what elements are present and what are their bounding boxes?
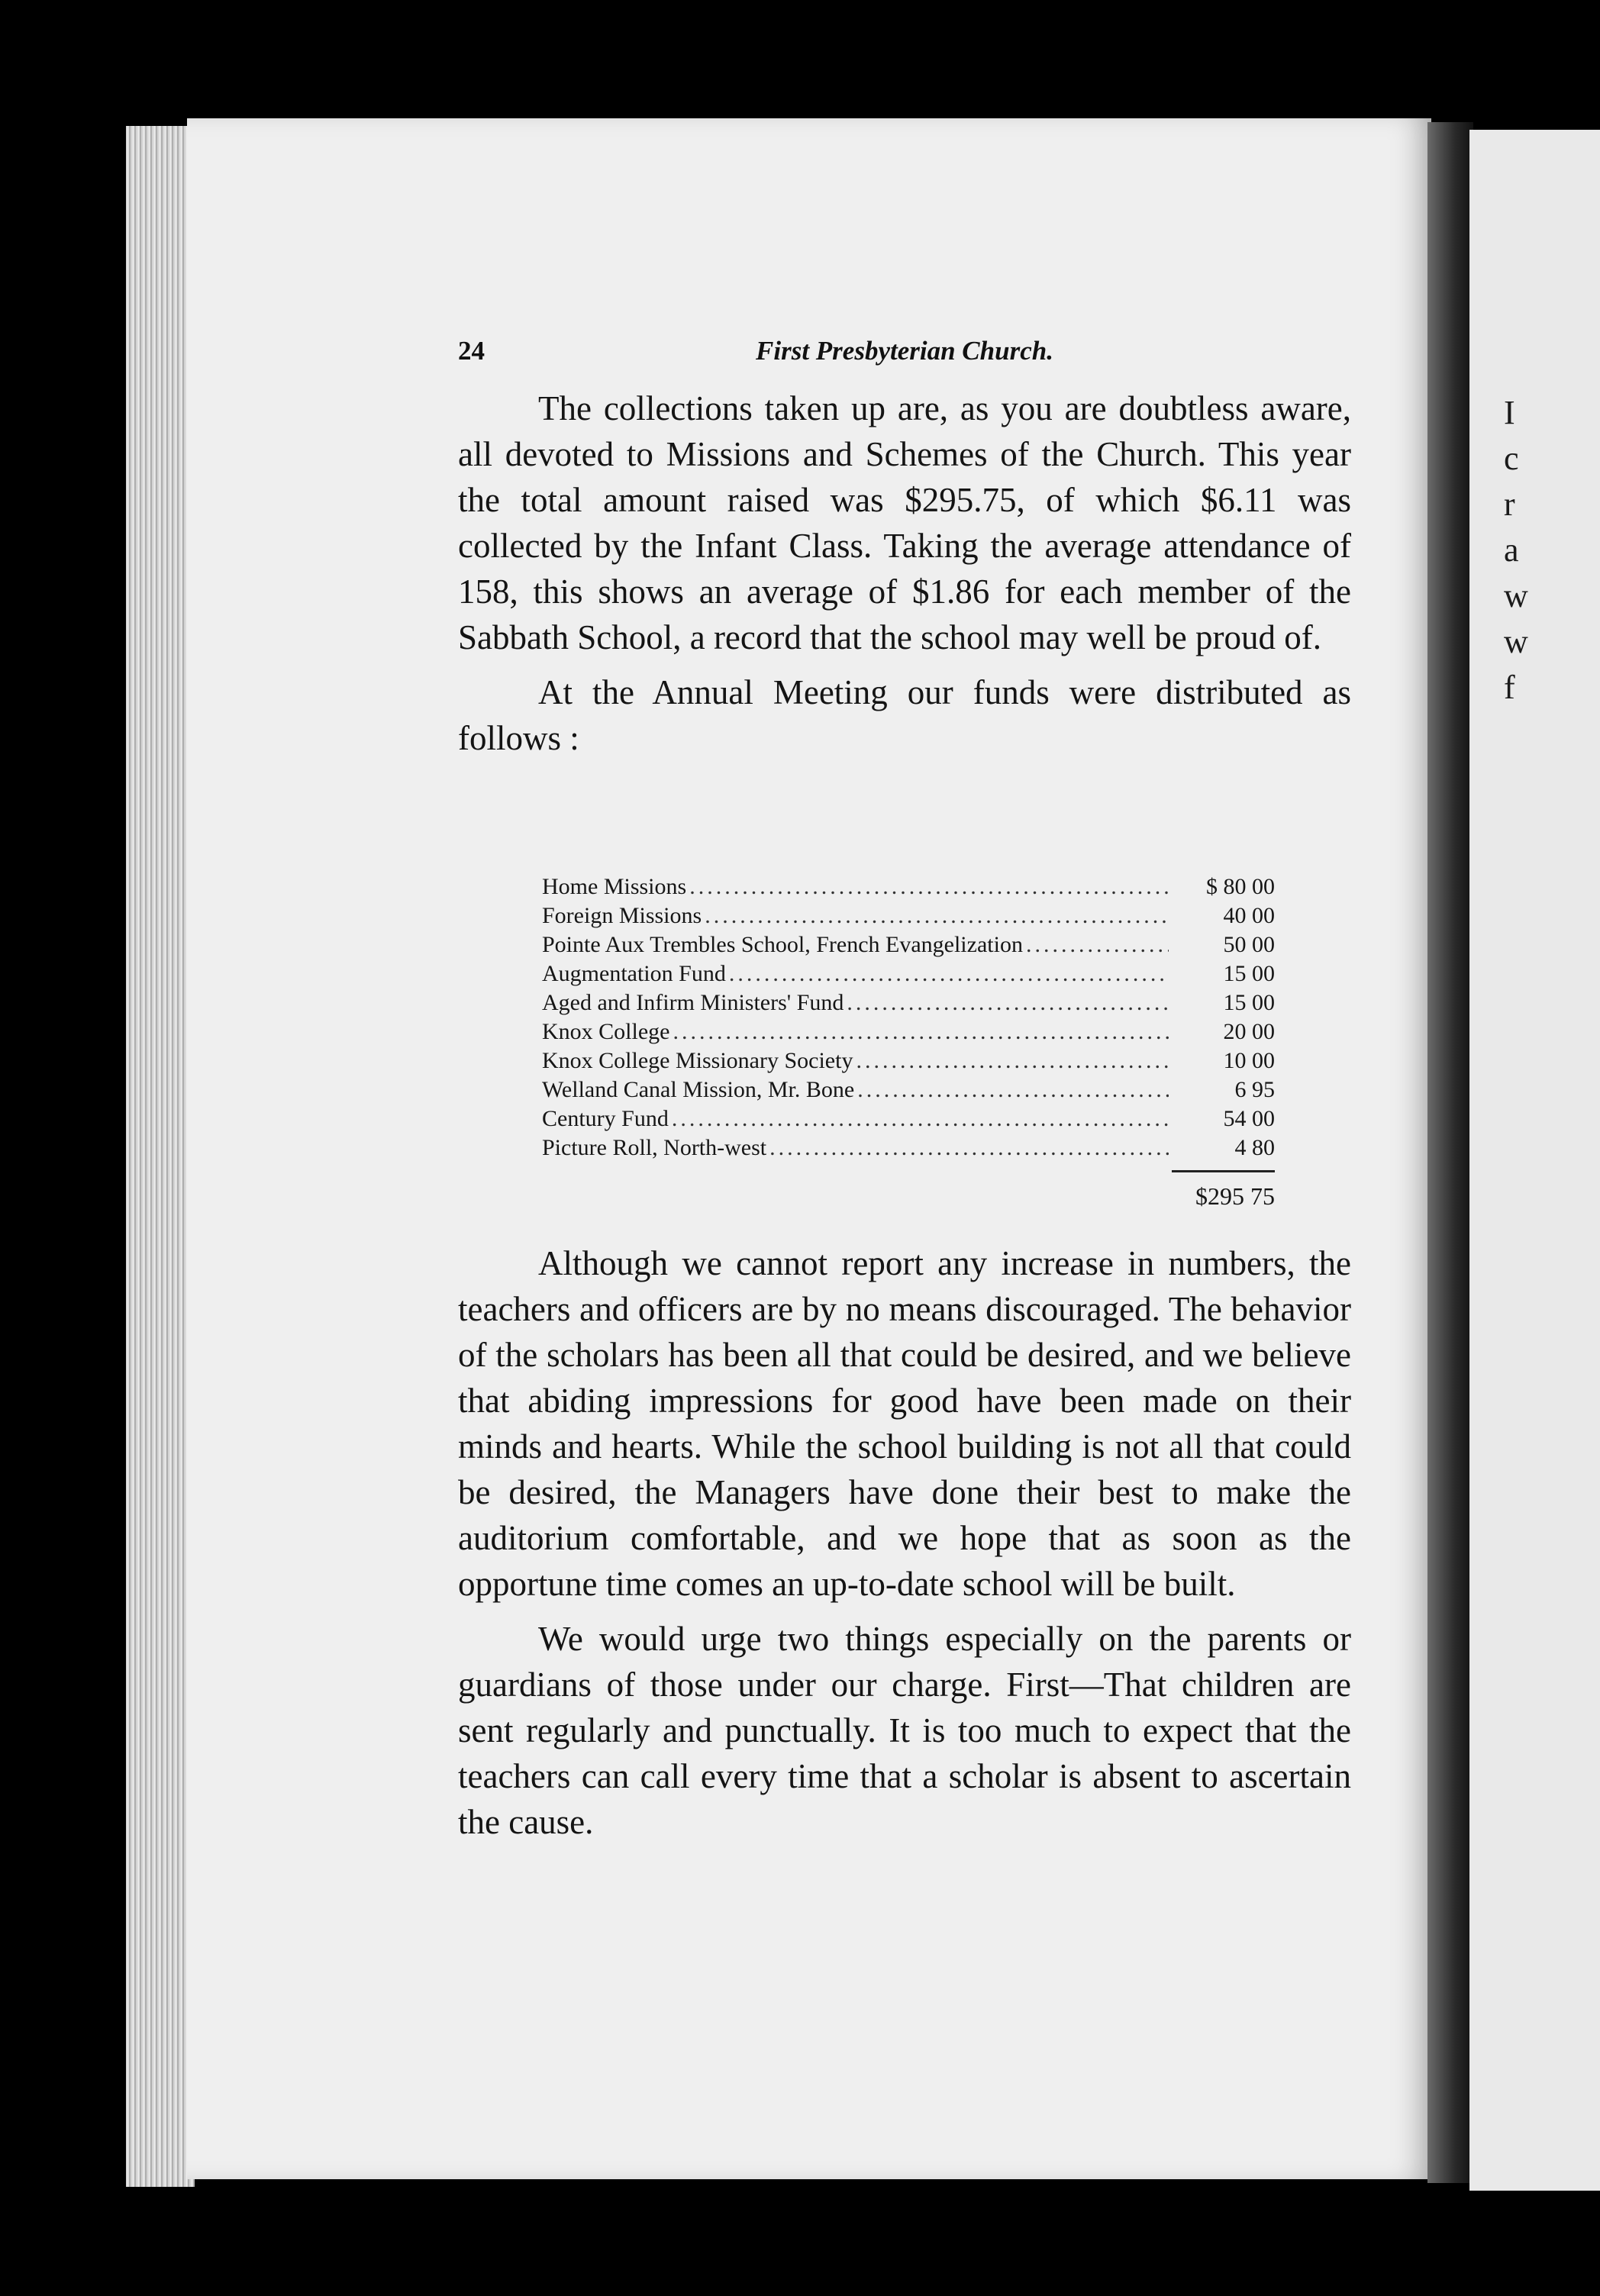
fund-row [542, 1133, 1275, 1163]
next-page-edge [1469, 130, 1600, 2191]
paragraph-annual-meeting: At the Annual Meeting our funds were distributed as follows : [458, 673, 1351, 757]
next-page-fragment: w [1504, 623, 1528, 660]
leader-dots [689, 872, 1169, 901]
next-page-fragment: w [1504, 577, 1528, 614]
fund-name: Aged and Infirm Ministers' Fund [542, 990, 844, 1015]
paragraph-increase: Although we cannot report any increase in numbers, the teachers and officers are by no means discouraged. The behavior of the scholars has been all that could be desired, and we believe that abiding impressions for good have been made on their minds and hearts. While the school building is not all that could be desired, the Managers have done their best to make the auditorium comfortable, and we hope that as soon as the opportune time comes an up-to-date school will be built. [458, 1244, 1351, 1603]
fund-amount: 40 00 [1223, 903, 1275, 928]
fund-amount: 15 00 [1223, 961, 1275, 986]
fund-name: Foreign Missions [542, 903, 702, 928]
leader-dots [673, 1017, 1169, 1046]
funds-table [542, 872, 1275, 1211]
body-text-bottom [458, 1240, 1351, 1845]
fund-amount: 50 00 [1223, 932, 1275, 957]
fund-amount: 10 00 [1223, 1048, 1275, 1073]
fund-row [542, 959, 1275, 988]
fund-name: Knox College Missionary Society [542, 1048, 853, 1073]
fund-row [542, 901, 1275, 930]
next-page-fragment: c [1504, 440, 1519, 477]
leader-dots [1026, 930, 1169, 959]
running-title: First Presbyterian Church. [756, 336, 1053, 366]
fund-name: Welland Canal Mission, Mr. Bone [542, 1077, 855, 1102]
book-gutter [1427, 122, 1473, 2183]
next-page-fragment: a [1504, 531, 1519, 569]
page-number: 24 [458, 336, 485, 366]
fund-amount: 4 80 [1234, 1135, 1275, 1160]
fund-name: Century Fund [542, 1106, 669, 1131]
fund-name: Home Missions [542, 874, 687, 899]
next-page-fragment: f [1504, 669, 1515, 706]
leader-dots [672, 1104, 1169, 1133]
fund-amount: 20 00 [1223, 1019, 1275, 1044]
fund-row [542, 988, 1275, 1017]
fund-amount: 54 00 [1223, 1106, 1275, 1131]
fund-row [542, 1046, 1275, 1075]
fund-amount: 15 00 [1223, 990, 1275, 1015]
next-page-fragment: r [1504, 485, 1515, 523]
fund-name: Pointe Aux Trembles School, French Evangelization [542, 932, 1023, 957]
fund-amount: 6 95 [1234, 1077, 1275, 1102]
fund-name: Knox College [542, 1019, 670, 1044]
fund-amount: $ 80 00 [1206, 874, 1275, 899]
leader-dots [769, 1133, 1169, 1163]
fund-row [542, 1075, 1275, 1104]
leader-dots [729, 959, 1169, 988]
fund-row [542, 1104, 1275, 1133]
paragraph-collections: The collections taken up are, as you are doubtless aware, all devoted to Missions and Schemes of the Church. This year the total amount raised was $295.75, of which $6.11 was collected by the Infant Class. Taking the average attendance of 158, this shows an average of $1.86 for each member of the Sabbath School, a record that the school may well be proud of. [458, 389, 1351, 656]
paragraph-urge: We would urge two things especially on the parents or guardians of those under our charge. First—That children are sent regularly and punctually. It is too much to expect that the teachers can call every time that a scholar is absent to ascertain the cause. [458, 1620, 1351, 1841]
fund-row [542, 1017, 1275, 1046]
fund-name: Picture Roll, North-west [542, 1135, 767, 1160]
fund-name: Augmentation Fund [542, 961, 726, 986]
leader-dots [705, 901, 1169, 930]
leader-dots [847, 988, 1169, 1017]
leader-dots [856, 1046, 1169, 1075]
total-rule [1172, 1170, 1275, 1172]
fund-row [542, 930, 1275, 959]
page-edges [126, 126, 195, 2187]
total-amount: $295 75 [1195, 1182, 1275, 1210]
fund-row [542, 872, 1275, 901]
next-page-fragment: I [1504, 394, 1515, 431]
body-text-top [458, 385, 1351, 761]
leader-dots [857, 1075, 1169, 1104]
